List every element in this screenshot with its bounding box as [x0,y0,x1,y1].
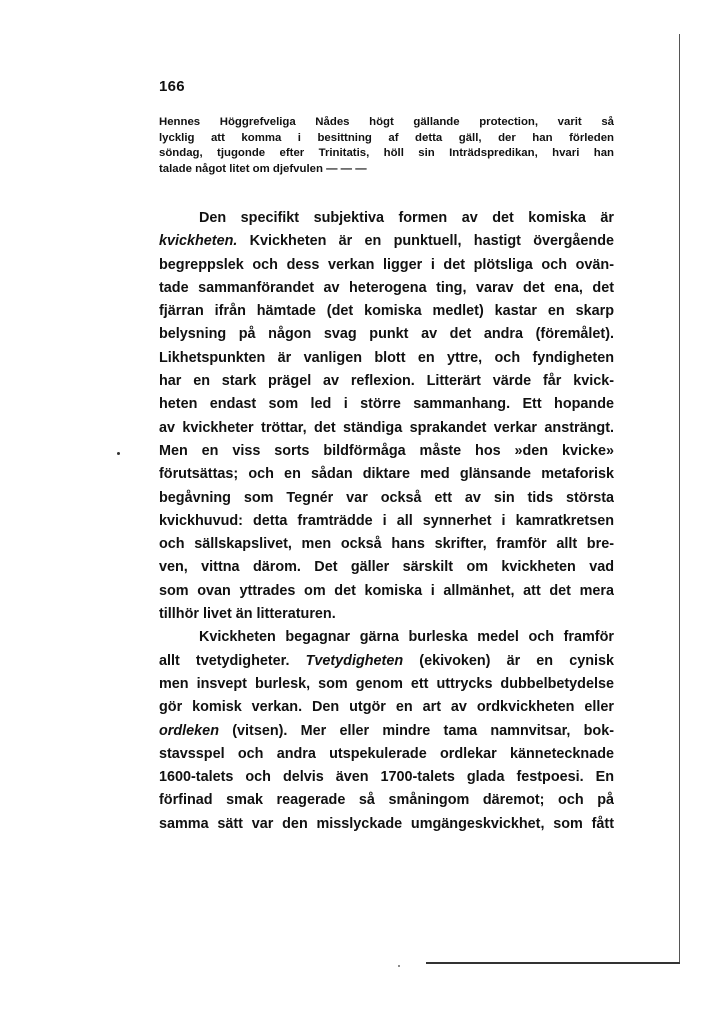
p1-line: tade sammanförandet av heterogena ting, varav det ena, det [159,279,614,296]
p2-line [159,720,614,743]
p1-line: tillhör livet än litteraturen. [159,606,336,623]
quote-line: talade något litet om djefvulen — — — [159,162,367,175]
p2-line-text: allt tvetydigheter. [159,652,306,669]
bottom-edge-rule [426,962,680,964]
p1-line: begreppslek och dess verkan ligger i det plötsliga och ovän- [159,256,614,273]
p1-line: förutsättas; och en sådan diktare med glänsande metaforisk [159,466,614,483]
p1-line: heten endast som led i större sammanhang. Ett hopande [159,396,614,413]
p1-line: fjärran ifrån hämtade (det komiska medlet) kastar en skarp [159,303,614,320]
p2-line: samma sätt var den misslyckade umgängeskvickhet, som fått [159,815,614,832]
p2-line [159,650,614,673]
p1-line: Men en viss sorts bildförmåga måste hos »den kvicke» [159,442,614,459]
p2-line-text: (ekivoken) är en cynisk [403,652,614,669]
page-edge-rule [679,34,680,964]
p1-line: Den specifikt subjektiva formen av det komiska är [199,210,614,226]
p1-line: Likhetspunkten är vanligen blott en yttre, och fyndigheten [159,349,614,366]
p1-line: ven, vittna därom. Det gäller särskilt om kvickheten vad [159,559,614,576]
p2-line: 1600-talets och delvis även 1700-talets glada festpoesi. En [159,769,614,786]
p1-line-text: Kvickheten är en punktuell, hastigt övergående [237,233,614,250]
p2-line: förfinad smak reagerade så småningom däremot; och på [159,792,614,809]
p1-line: och sällskapslivet, men också hans skrifter, framför allt bre- [159,536,614,553]
page-number: 166 [159,78,185,95]
p1-line: kvickhuvud: detta framträdde i all synnerhet i kamratkretsen [159,512,614,529]
emphasis-term: kvickheten. [159,233,238,250]
p2-line: gör komisk verkan. Den utgör en art av ordkvickheten eller [159,699,614,716]
p2-line: Kvickheten begagnar gärna burleska medel och framför [199,629,614,646]
margin-speck [117,452,120,455]
p1-line: har en stark prägel av reflexion. Litterärt värde får kvick- [159,373,614,390]
p2-line: stavsspel och andra utspekulerade ordlekar kännetecknade [159,745,614,762]
p2-line-text: (vitsen). Mer eller mindre tama namnvitsar, bok- [218,722,614,739]
bottom-speck [398,965,400,967]
emphasis-term: ordleken [159,722,219,739]
p1-line: av kvickheter tröttar, det ständiga sprakandet verkar ansträngt. [159,419,614,436]
p1-line: belysning på någon svag punkt av det andra (föremålet). [159,326,614,343]
p2-line: men insvept burlesk, som genom ett uttrycks dubbelbetydelse [159,675,614,692]
quote-line: söndag, tjugonde efter Trinitatis, höll sin Inträdspredikan, hvari han [159,147,614,159]
quote-line: Hennes Höggrefveliga Nådes högt gällande protection, varit så [159,116,614,128]
emphasis-term: Tvetydigheten [305,652,404,669]
quote-block [159,115,614,177]
p1-line [159,230,614,253]
p1-line: begåvning som Tegnér var också ett av sin tids största [159,489,614,506]
quote-line: lycklig att komma i besittning af detta gäll, der han förleden [159,131,614,144]
p1-line: som ovan yttrades om det komiska i allmänhet, att det mera [159,582,614,599]
body-text [159,207,614,836]
